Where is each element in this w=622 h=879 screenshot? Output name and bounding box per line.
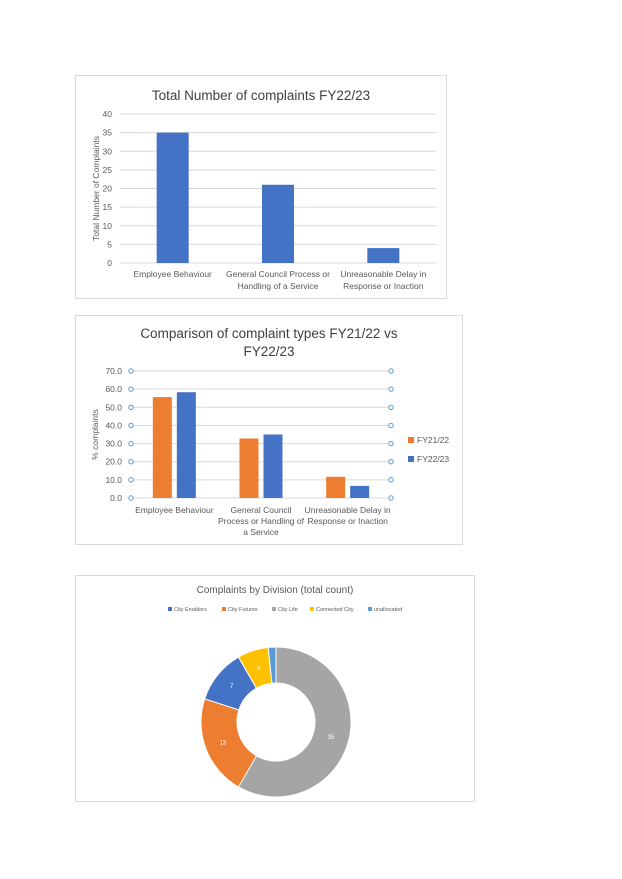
- selection-handle: [389, 478, 393, 482]
- selection-handle: [129, 405, 133, 409]
- x-tick-label: Response or Inaction: [343, 281, 424, 291]
- y-tick-label: 0.0: [110, 493, 122, 503]
- y-tick-label: 5: [107, 239, 112, 250]
- x-tick-label: Unreasonable Delay in: [340, 269, 427, 279]
- chart-title: Total Number of complaints FY22/23: [151, 88, 371, 103]
- donut-chart-division: [76, 576, 474, 801]
- selection-handle: [129, 441, 133, 445]
- chart-title: Comparison of complaint types FY21/22 vs: [140, 326, 398, 341]
- selection-handle: [389, 496, 393, 500]
- data-label: 35: [327, 734, 335, 741]
- bar: [262, 185, 294, 263]
- y-tick-label: 25: [102, 164, 112, 175]
- legend-swatch: [310, 607, 314, 611]
- legend-label: Connected City: [316, 607, 354, 613]
- legend-label: City Futures: [228, 607, 258, 613]
- legend-label: unallocated: [374, 607, 403, 613]
- bar-FY22-23: [264, 435, 283, 499]
- y-tick-label: 10: [102, 220, 112, 231]
- selection-handle: [389, 423, 393, 427]
- y-tick-label: 30.0: [105, 438, 122, 449]
- selection-handle: [129, 387, 133, 391]
- bar: [367, 248, 399, 263]
- selection-handle: [129, 460, 133, 464]
- selection-handle: [129, 369, 133, 373]
- bar: [157, 133, 189, 263]
- bar-FY21-22: [326, 477, 345, 498]
- selection-handle: [389, 460, 393, 464]
- legend-label: FY22/23: [417, 454, 450, 464]
- chart-title: FY22/23: [243, 344, 295, 359]
- bar-FY21-22: [240, 438, 259, 498]
- x-tick-label: Employee Behaviour: [133, 269, 212, 279]
- y-tick-label: 10.0: [105, 474, 122, 485]
- y-tick-label: 40: [102, 109, 112, 119]
- legend-swatch: [272, 607, 276, 611]
- legend-swatch: [408, 437, 414, 443]
- y-tick-label: 35: [102, 127, 112, 138]
- data-label: 7: [230, 684, 234, 691]
- bar-FY21-22: [153, 397, 172, 498]
- y-tick-label: 60.0: [105, 384, 122, 395]
- y-axis-label: % complaints: [90, 409, 100, 460]
- selection-handle: [389, 405, 393, 409]
- legend-swatch: [168, 607, 172, 611]
- selection-handle: [129, 496, 133, 500]
- chart-panel-division-donut: [75, 575, 475, 802]
- bar-FY22-23: [177, 392, 196, 498]
- x-tick-label: Response or Inaction: [307, 516, 388, 526]
- legend-label: FY21/22: [417, 435, 450, 445]
- x-tick-label: Process or Handling of: [218, 516, 304, 526]
- bar-chart-total-complaints: [76, 76, 446, 298]
- x-tick-label: General Council Process or: [226, 269, 330, 279]
- x-tick-label: Unreasonable Delay in: [304, 505, 391, 515]
- legend-label: City Life: [278, 607, 298, 613]
- data-label: 4: [256, 665, 261, 672]
- chart-panel-total-complaints: [75, 75, 447, 299]
- y-axis-label: Total Number of Complaints: [91, 136, 101, 241]
- selection-handle: [389, 441, 393, 445]
- y-tick-label: 20: [102, 183, 112, 194]
- chart-panel-complaint-comparison: [75, 315, 463, 545]
- legend-label: City Enablers: [174, 607, 207, 613]
- legend-swatch: [222, 607, 226, 611]
- x-tick-label: Employee Behaviour: [135, 505, 214, 515]
- y-tick-label: 50.0: [105, 402, 122, 413]
- selection-handle: [129, 423, 133, 427]
- legend-swatch: [408, 456, 414, 462]
- y-tick-label: 40.0: [105, 420, 122, 431]
- bar-FY22-23: [350, 486, 369, 498]
- y-tick-label: 0: [107, 258, 112, 268]
- data-label: 13: [219, 740, 227, 747]
- selection-handle: [389, 369, 393, 373]
- y-tick-label: 15: [102, 202, 112, 213]
- x-tick-label: Handling of a Service: [237, 281, 319, 291]
- x-tick-label: a Service: [243, 527, 279, 537]
- legend-swatch: [368, 607, 372, 611]
- x-tick-label: General Council: [230, 505, 292, 515]
- y-tick-label: 20.0: [105, 456, 122, 467]
- chart-title: Complaints by Division (total count): [196, 585, 354, 596]
- bar-chart-complaint-comparison: [76, 316, 462, 544]
- selection-handle: [389, 387, 393, 391]
- y-tick-label: 30: [102, 146, 112, 157]
- y-tick-label: 70.0: [105, 366, 122, 376]
- selection-handle: [129, 478, 133, 482]
